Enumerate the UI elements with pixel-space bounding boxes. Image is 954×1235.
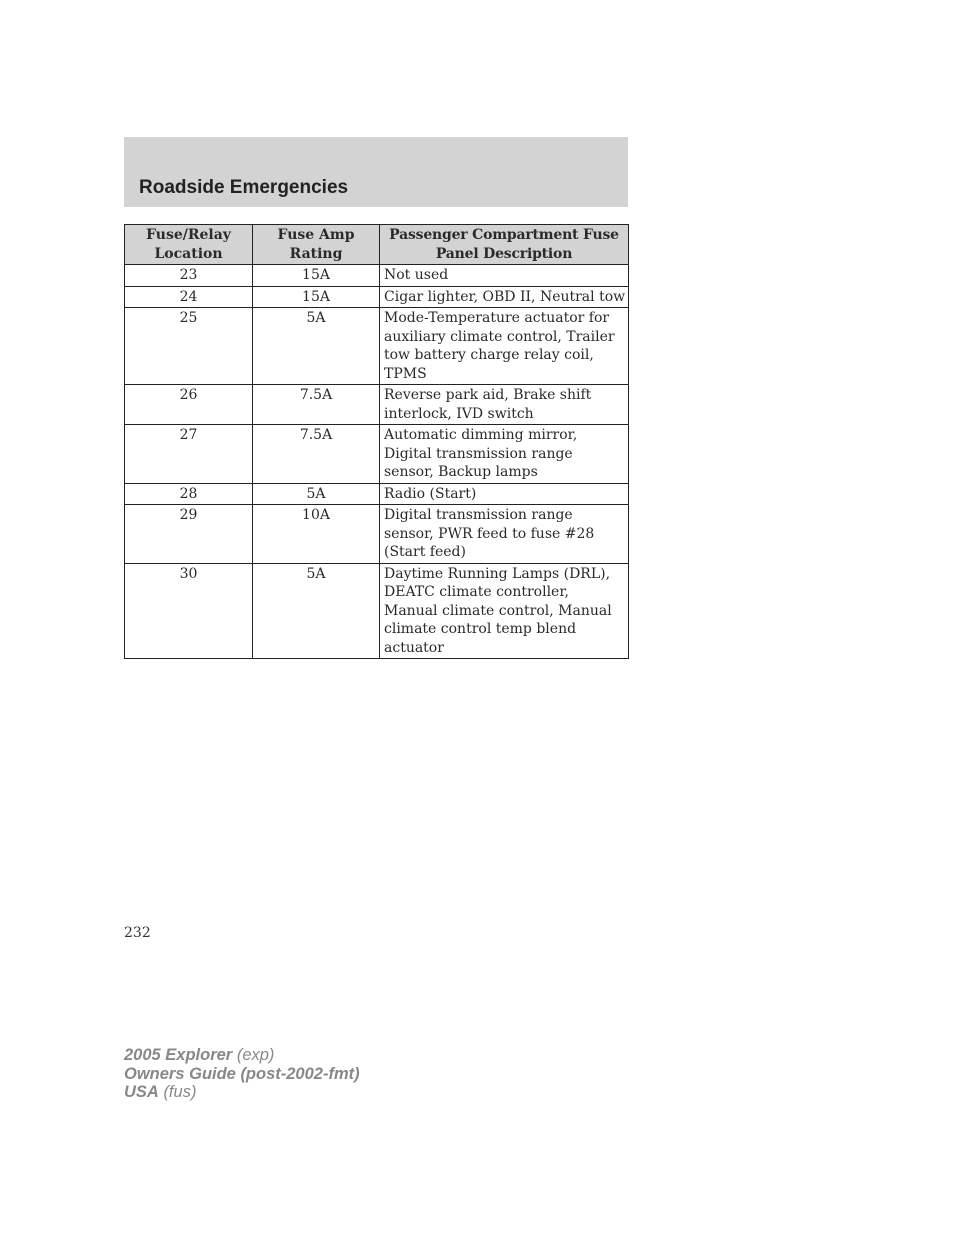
section-header [124,137,628,207]
document-footer [124,1046,360,1102]
cell-amp-rating: 15A [253,286,380,308]
cell-amp-rating: 5A [253,308,380,385]
table-row [125,385,629,425]
footer-market-code: (fus) [163,1083,197,1101]
cell-description: Mode-Temperature actuator for auxiliary climate control, Trailer tow battery charge relay coil, TPMS [380,308,629,385]
footer-model-code: (exp) [236,1046,275,1064]
table-row [125,308,629,385]
cell-amp-rating: 5A [253,483,380,505]
footer-line-3 [124,1083,360,1102]
cell-description: Radio (Start) [380,483,629,505]
table-row [125,563,629,659]
page-number: 232 [124,925,151,941]
footer-model: 2005 Explorer [124,1046,233,1064]
footer-guide: Owners Guide (post-2002-fmt) [124,1064,360,1083]
cell-amp-rating: 7.5A [253,385,380,425]
table-row [125,425,629,484]
cell-amp-rating: 5A [253,563,380,659]
column-header-location: Fuse/Relay Location [125,225,253,265]
table-row [125,483,629,505]
cell-location: 23 [125,265,253,287]
cell-amp-rating: 10A [253,505,380,564]
cell-description: Digital transmission range sensor, PWR feed to fuse #28 (Start feed) [380,505,629,564]
cell-amp-rating: 15A [253,265,380,287]
table-row [125,265,629,287]
column-header-description: Passenger Compartment Fuse Panel Description [380,225,629,265]
section-title: Roadside Emergencies [139,177,349,198]
cell-location: 26 [125,385,253,425]
footer-line-2 [124,1065,360,1084]
cell-description: Not used [380,265,629,287]
table-row [125,286,629,308]
column-header-amp-rating: Fuse Amp Rating [253,225,380,265]
table-header-row [125,225,629,265]
cell-location: 25 [125,308,253,385]
cell-amp-rating: 7.5A [253,425,380,484]
cell-location: 24 [125,286,253,308]
cell-location: 30 [125,563,253,659]
cell-description: Reverse park aid, Brake shift interlock, IVD switch [380,385,629,425]
cell-location: 27 [125,425,253,484]
fuse-table [124,224,629,659]
cell-location: 29 [125,505,253,564]
cell-location: 28 [125,483,253,505]
cell-description: Automatic dimming mirror, Digital transmission range sensor, Backup lamps [380,425,629,484]
footer-market: USA [124,1083,159,1101]
cell-description: Cigar lighter, OBD II, Neutral tow [380,286,629,308]
cell-description: Daytime Running Lamps (DRL), DEATC climate controller, Manual climate control, Manual climate control temp blend actuator [380,563,629,659]
table-row [125,505,629,564]
footer-line-1 [124,1046,360,1065]
